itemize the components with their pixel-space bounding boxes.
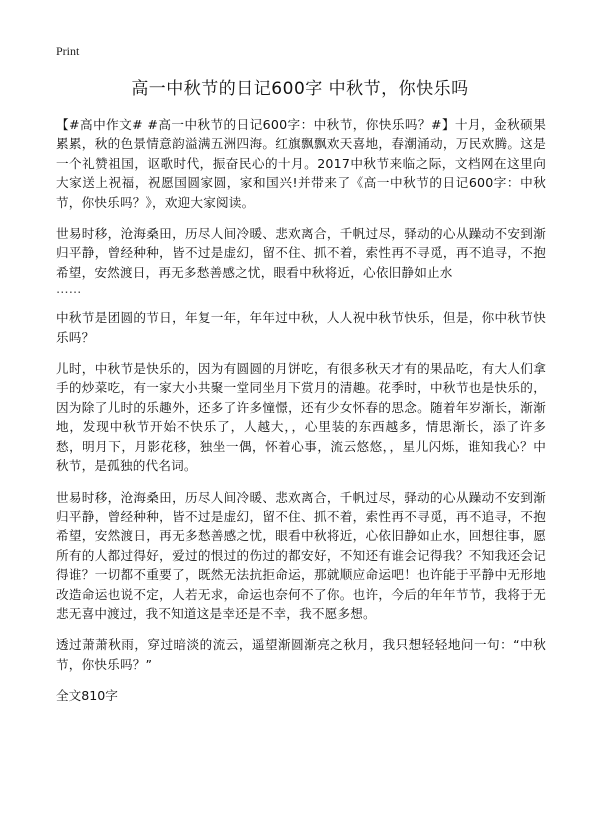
word-count: 全文810字: [56, 688, 118, 704]
body-paragraph: 儿时，中秋节是快乐的，因为有圆圆的月饼吃，有很多秋天才有的果品吃，有大人们拿手的炒菜吃，有一家大小共聚一堂同坐月下赏月的清趣。花季时，中秋节也是快乐的，因为除了儿时的乐趣外，还多了许多憧憬，还有少女怀春的思念。随着年岁渐长，渐渐地，发现中秋节开始不快乐了，人越大，，心里装的东西越多，情思渐长，添了许多愁，明月下，月影花移，独坐一偶，怀着心事，流云悠悠，，星儿闪烁，谁知我心？中秋节，是孤独的代名词。: [56, 361, 546, 474]
closing-paragraph: 透过萧萧秋雨，穿过暗淡的流云，遥望渐圆渐亮之秋月，我只想轻轻地问一句：“中秋节，你快乐吗？”: [56, 637, 546, 672]
page-title: 高一中秋节的日记600字 中秋节，你快乐吗: [131, 79, 469, 99]
print-link[interactable]: Print: [56, 44, 80, 58]
intro-paragraph: 【#高中作文# #高一中秋节的日记600字：中秋节，你快乐吗？#】十月，金秋硕果累累，秋的色景情意韵溢满五洲四海。红旗飘飘欢天喜地，春潮涌动，万民欢腾。这是一个礼赞祖国，讴歌时代，振奋民心的十月。2017中秋节来临之际，文档网在这里向大家送上祝福，祝愿国圆家圆，家和国兴!并带来了《高一中秋节的日记600字：中秋节，你快乐吗？》，欢迎大家阅读。: [56, 117, 546, 210]
article-body: [56, 115, 546, 705]
body-paragraph: 中秋节是团圆的节日，年复一年，年年过中秋，人人祝中秋节快乐，但是，你中秋节快乐吗？: [56, 310, 546, 345]
body-paragraph: 世易时移，沧海桑田，历尽人间冷暖、悲欢离合，千帆过尽，驿动的心从躁动不安到渐归平静，曾经种种，皆不过是虚幻，留不住、抓不着，索性再不寻觅，再不追寻，不抱希望，安然渡日，再无多愁善感之忧，眼看中秋将近，心依旧静如止水，回想往事，愿所有的人都过得好，爱过的恨过的伤过的都安好，不知还有谁会记得我？不知我还会记得谁？一切都不重要了，既然无法抗拒命运，那就顺应命运吧！也许能于平静中无形地改造命运也说不定，人若无求，命运也奈何不了你。也许，今后的年年节节，我将于无悲无喜中渡过，我不知道这是幸还是不幸，我不愿多想。: [56, 489, 546, 621]
ellipsis-line: ……: [56, 281, 82, 297]
body-paragraph: 世易时移，沧海桑田，历尽人间冷暖、悲欢离合，千帆过尽，驿动的心从躁动不安到渐归平静，曾经种种，皆不过是虚幻，留不住、抓不着，索性再不寻觅，再不追寻，不抱希望，安然渡日，再无多愁善感之忧，眼看中秋将近，心依旧静如止水: [56, 226, 546, 280]
